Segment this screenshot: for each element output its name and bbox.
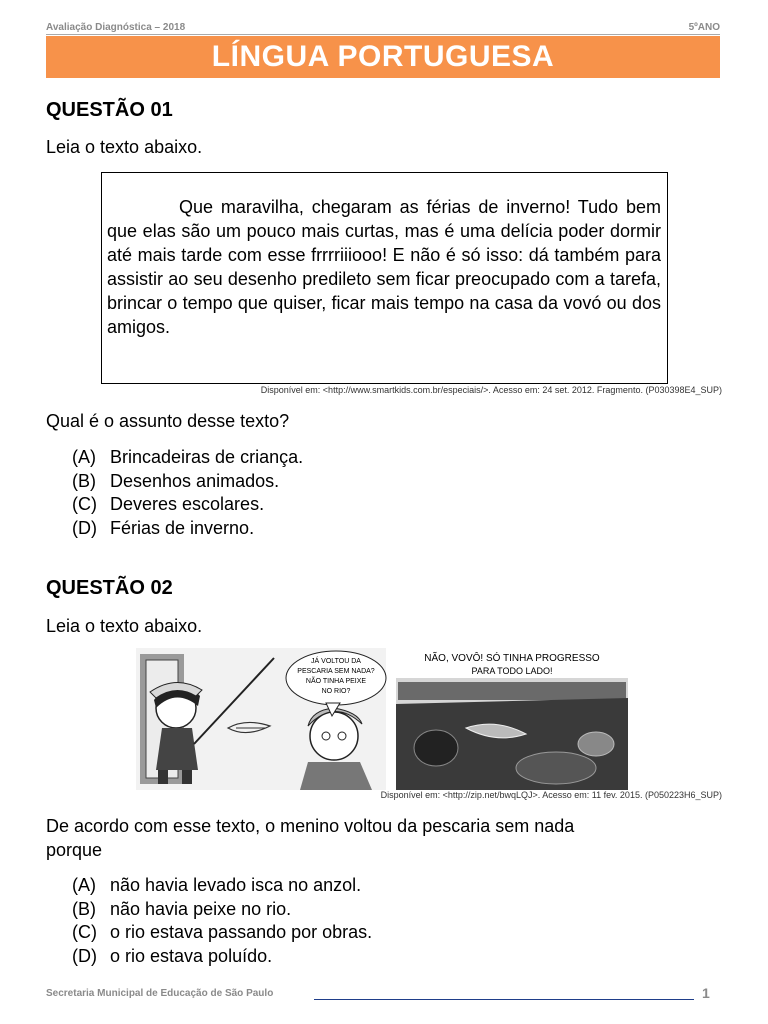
header-divider [46, 34, 720, 35]
question-2-prompt-line-1: De acordo com esse texto, o menino voltou da pescaria sem nada [46, 816, 575, 836]
question-1-option-d[interactable]: (D) Férias de inverno. [72, 517, 255, 538]
question-1-option-b[interactable]: (B) Desenhos animados. [72, 470, 280, 491]
comic-panel-1 [136, 648, 386, 790]
footer-divider [314, 999, 694, 1000]
question-2-instruction: Leia o texto abaixo. [46, 616, 203, 636]
balloon-2-line-1: NÃO, VOVÔ! SÓ TINHA PROGRESSO [424, 653, 600, 664]
balloon-1-line-2: PESCARIA SEM NADA? [297, 668, 375, 675]
question-2-title: QUESTÃO 02 [46, 577, 173, 599]
question-1-source: Disponível em: <http://www.smartkids.com.br/especiais/>. Acesso em: 24 set. 2012. Fragmento. (P030398E4_SUP) [260, 385, 722, 395]
question-2-source: Disponível em: <http://zip.net/bwqLQJ>. Acesso em: 11 fev. 2015. (P050223H6_SUP) [380, 790, 722, 800]
question-1-passage-box [101, 172, 668, 384]
question-2-options [72, 874, 372, 968]
question-2-prompt-line-2: porque [46, 840, 103, 860]
question-2-option-b[interactable]: (B) não havia peixe no rio. [72, 898, 292, 919]
grade-label: 5ºANO [688, 22, 720, 33]
subject-banner: LÍNGUA PORTUGUESA [46, 36, 720, 78]
question-2-option-a[interactable]: (A) não havia levado isca no anzol. [72, 875, 362, 895]
balloon-1-line-3: NÃO TINHA PEIXE [305, 678, 367, 685]
question-1-option-a[interactable]: (A) Brincadeiras de criança. [72, 447, 304, 467]
assessment-label: Avaliação Diagnóstica – 2018 [46, 22, 186, 33]
page-number: 1 [702, 985, 710, 1001]
question-2-option-c[interactable]: (C) o rio estava passando por obras. [72, 922, 373, 942]
question-1-option-c[interactable]: (C) Deveres escolares. [72, 494, 265, 514]
question-2-option-d[interactable]: (D) o rio estava poluído. [72, 945, 273, 966]
comic-strip [136, 648, 628, 790]
question-1-passage: Que maravilha, chegaram as férias de inverno! Tudo bem que elas são um pouco mais curtas, mas é uma delícia poder dormir até mais tarde com esse frrrriiiooo! E não é só isso: dá também para assistir ao seu desenho predileto sem ficar preocupado com a tarefa, brincar o tempo que quiser, ficar mais tempo na casa da vovó ou dos amigos. [107, 197, 661, 337]
comic-panel-2 [396, 648, 628, 790]
question-1-instruction: Leia o texto abaixo. [46, 137, 203, 157]
question-1-options [72, 446, 303, 540]
question-1-title: QUESTÃO 01 [46, 99, 173, 121]
balloon-2-line-2: PARA TODO LADO! [471, 666, 553, 676]
balloon-1-line-4: NO RIO? [321, 688, 351, 695]
balloon-1-line-1: JÁ VOLTOU DA [311, 658, 361, 665]
footer-text: Secretaria Municipal de Educação de São Paulo [46, 988, 274, 999]
question-1-prompt: Qual é o assunto desse texto? [46, 411, 290, 431]
